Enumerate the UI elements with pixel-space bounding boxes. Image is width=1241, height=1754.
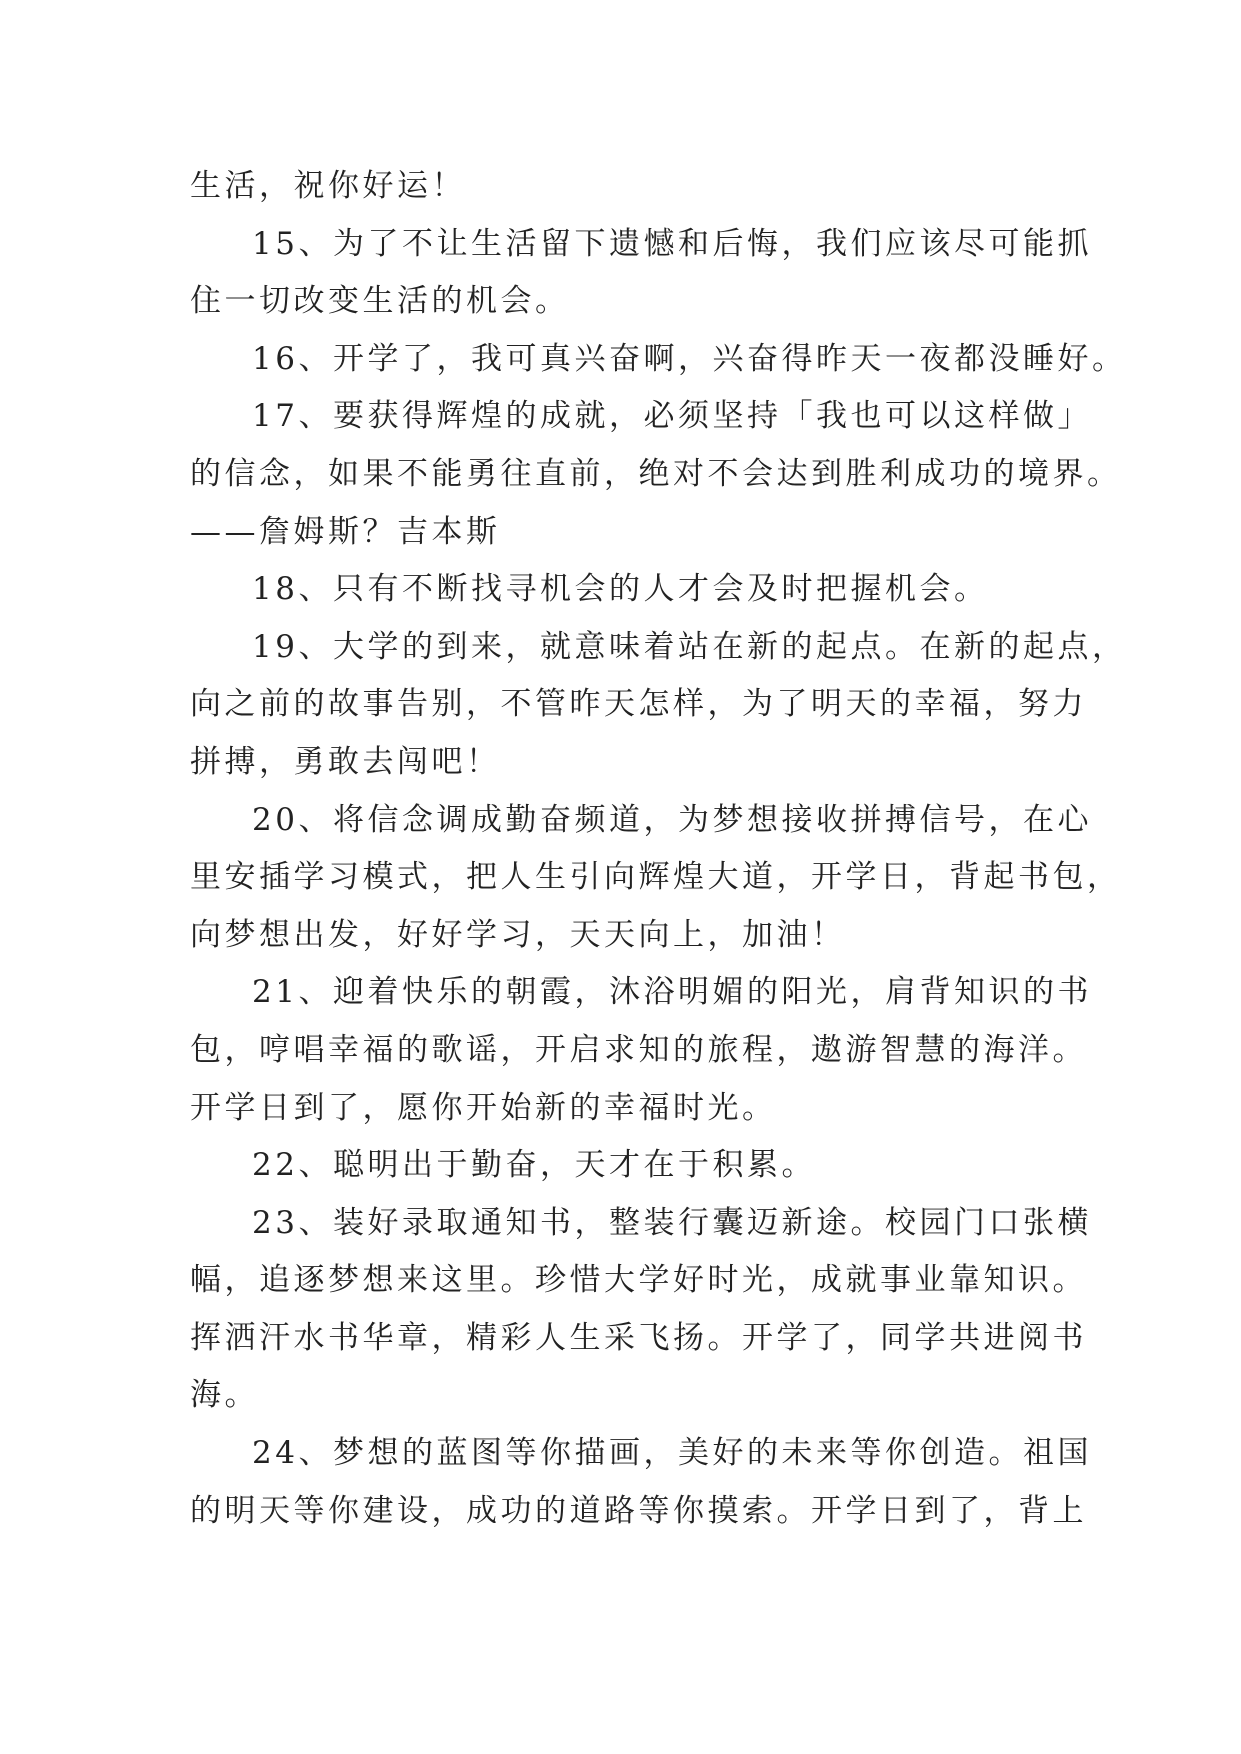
text-line-item-15: 15、为了不让生活留下遗憾和后悔，我们应该尽可能抓	[252, 225, 1092, 262]
text-line: 海。	[190, 1377, 259, 1414]
text-line-item-23: 23、装好录取通知书，整装行囊迈新途。校园门口张横	[252, 1204, 1092, 1241]
text-line: 的信念，如果不能勇往直前，绝对不会达到胜利成功的境界。	[190, 455, 1122, 492]
text-line: 拼搏，勇敢去闯吧！	[190, 743, 501, 780]
text-line: 开学日到了，愿你开始新的幸福时光。	[190, 1089, 777, 1126]
text-line-item-18: 18、只有不断找寻机会的人才会及时把握机会。	[252, 571, 989, 608]
text-line-item-19: 19、大学的到来，就意味着站在新的起点。在新的起点，	[252, 628, 1127, 665]
text-line: 向之前的故事告别，不管昨天怎样，为了明天的幸福，努力	[190, 686, 1087, 723]
text-line: 幅，追逐梦想来这里。珍惜大学好时光，成就事业靠知识。	[190, 1262, 1087, 1299]
text-line: 包，哼唱幸福的歌谣，开启求知的旅程，遨游智慧的海洋。	[190, 1031, 1087, 1068]
text-line-item-17: 17、要获得辉煌的成就，必须坚持「我也可以这样做」	[252, 398, 1092, 435]
text-line: 的明天等你建设，成功的道路等你摸索。开学日到了，背上	[190, 1492, 1087, 1529]
text-line: 向梦想出发，好好学习，天天向上，加油！	[190, 916, 846, 953]
text-line-item-22: 22、聪明出于勤奋，天才在于积累。	[252, 1147, 816, 1184]
text-line: 住一切改变生活的机会。	[190, 283, 570, 320]
text-line-item-21: 21、迎着快乐的朝霞，沐浴明媚的阳光，肩背知识的书	[252, 974, 1092, 1011]
quote-attribution: ——詹姆斯？吉本斯	[190, 513, 501, 550]
text-line: 里安插学习模式，把人生引向辉煌大道，开学日，背起书包，	[190, 859, 1122, 896]
text-line: 挥洒汗水书华章，精彩人生采飞扬。开学了，同学共进阅书	[190, 1319, 1087, 1356]
text-line-item-20: 20、将信念调成勤奋频道，为梦想接收拼搏信号，在心	[252, 801, 1092, 838]
text-line-item-24: 24、梦想的蓝图等你描画，美好的未来等你创造。祖国	[252, 1435, 1092, 1472]
text-line-item-16: 16、开学了，我可真兴奋啊，兴奋得昨天一夜都没睡好。	[252, 340, 1127, 377]
document-body	[190, 158, 1127, 1540]
text-line: 生活，祝你好运！	[190, 168, 466, 204]
